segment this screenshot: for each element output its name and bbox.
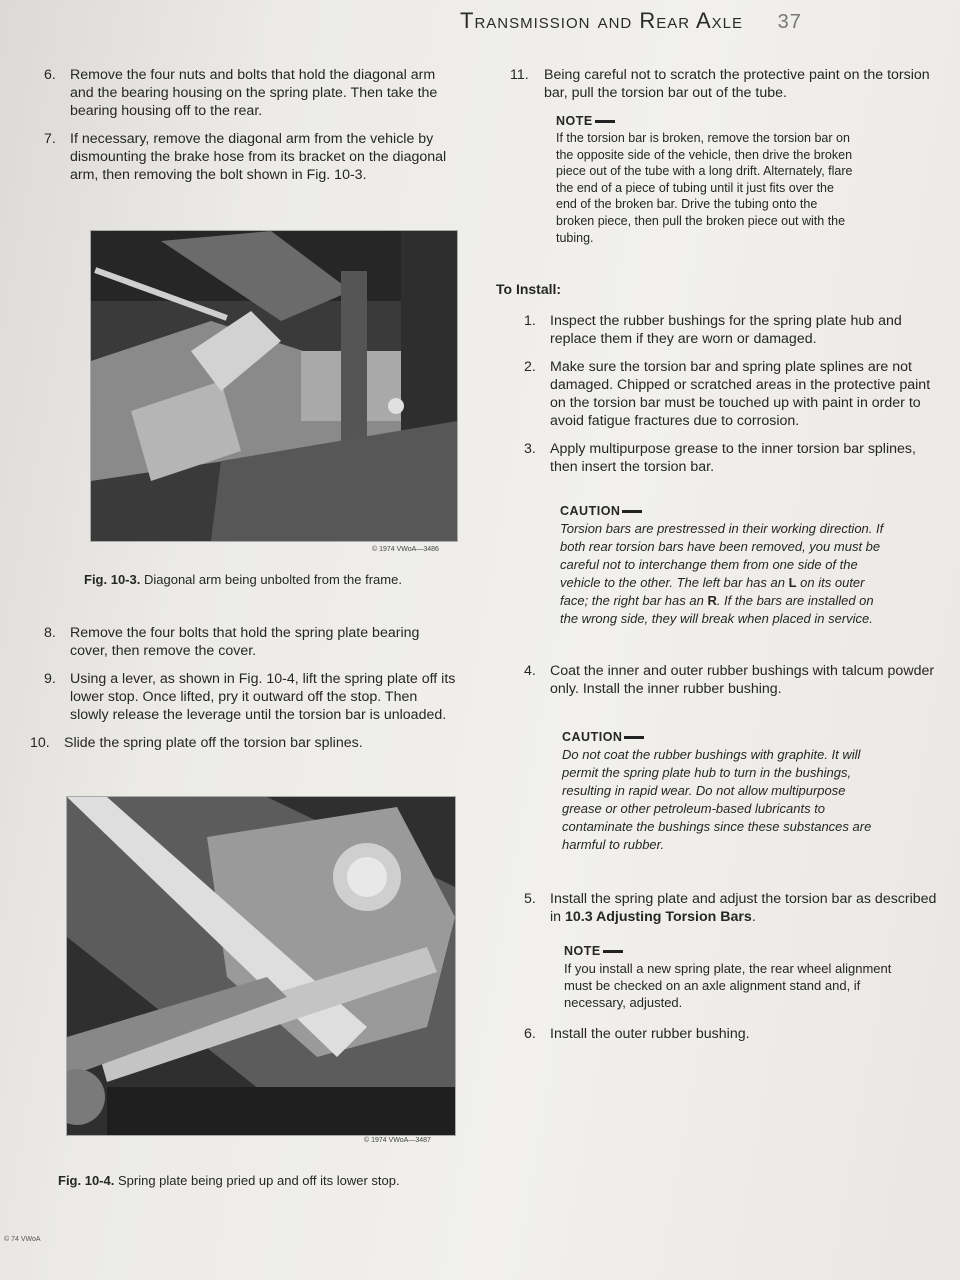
step-number: 6. <box>44 67 56 83</box>
install-step-5 <box>510 890 940 926</box>
figure-label: Fig. 10-3. <box>84 572 141 587</box>
spring-plate-photo <box>67 797 455 1135</box>
caution-box-2 <box>562 728 888 854</box>
step-7 <box>30 130 458 184</box>
step-text-part: . <box>751 909 756 926</box>
note-heading: NOTE <box>556 114 593 128</box>
step-text: Slide the spring plate off the torsion bar splines. <box>64 735 363 751</box>
right-column <box>496 66 940 1053</box>
chapter-title: Transmission and Rear Axle <box>460 8 744 33</box>
caution-heading: CAUTION <box>560 504 621 519</box>
install-step-2 <box>510 358 940 430</box>
step-text: Remove the four bolts that hold the spring plate bearing cover, then remove the cover. <box>70 625 420 659</box>
figure-10-4-photo <box>66 796 456 1136</box>
step-text: Being careful not to scratch the protective paint on the torsion bar, pull the torsion bar out of the tube. <box>544 67 930 101</box>
step-number: 10. <box>30 735 50 751</box>
caution-text: Do not coat the rubber bushings with graphite. It will permit the spring plate hub to turn in the bushings, resulting in rapid wear. Do not allow multipurpose grease or other petroleum-based lubricants to contaminate the bushings since these substances are harmful to rubber. <box>562 747 872 853</box>
caution-heading: CAUTION <box>562 730 623 745</box>
figure-10-4-credit: © 1974 VWoA—3487 <box>364 1137 431 1144</box>
caution-text-part: on its outer face; the right bar has an <box>560 575 865 609</box>
install-step-3 <box>510 440 940 476</box>
note-box-1 <box>556 112 856 246</box>
right-bar-mark: R <box>707 593 717 609</box>
step-text: Using a lever, as shown in Fig. 10-4, lift the spring plate off its lower stop. Once lifted, pry it outward off the stop. Then slowly release the leverage until the torsion bar is unloaded. <box>70 671 456 723</box>
figure-caption-text: Diagonal arm being unbolted from the frame. <box>143 572 402 587</box>
install-step-1 <box>510 312 940 348</box>
heading-rule <box>603 950 623 953</box>
step-text-part: Install the spring plate and adjust the torsion bar as described in <box>550 891 937 926</box>
caution-text <box>560 520 890 628</box>
caution-box-1 <box>560 502 890 628</box>
figure-10-3-photo <box>90 230 458 542</box>
install-step-6 <box>510 1025 940 1043</box>
caution-text-part: . If the bars are installed on the wrong side, they will break when placed in service. <box>560 593 874 627</box>
note-heading: NOTE <box>564 944 601 959</box>
heading-rule <box>624 736 644 739</box>
to-install-heading: To Install: <box>496 281 562 298</box>
step-text: Inspect the rubber bushings for the spring plate hub and replace them if they are worn or damaged. <box>550 313 902 348</box>
left-column-top <box>30 66 458 194</box>
step-number: 2. <box>524 359 536 376</box>
page-header <box>460 8 940 34</box>
heading-rule <box>595 120 615 123</box>
step-number: 3. <box>524 441 536 458</box>
step-number: 9. <box>44 671 56 687</box>
step-number: 5. <box>524 891 536 908</box>
step-10 <box>30 734 458 752</box>
figure-10-3-credit: © 1974 VWoA—3486 <box>372 546 439 553</box>
figure-10-3-caption <box>84 571 464 588</box>
step-text: Make sure the torsion bar and spring plate splines are not damaged. Chipped or scratched areas in the protective paint on the torsion bar must be touched up with paint in order to avoid fatigue fractures due to corrosion. <box>550 359 931 430</box>
step-text: If necessary, remove the diagonal arm from the vehicle by dismounting the brake hose from its bracket on the diagonal arm, then removing the bolt shown in Fig. 10-3. <box>70 131 447 183</box>
caution-text-part: Torsion bars are prestressed in their working direction. If both rear torsion bars have been removed, you must be careful not to interchange them from one side of the vehicle to the other. The left bar has an <box>560 521 884 591</box>
step-number: 11. <box>510 67 529 83</box>
step-number: 6. <box>524 1026 536 1043</box>
step-text <box>550 891 936 925</box>
figure-caption-text: Spring plate being pried up and off its lower stop. <box>117 1173 400 1188</box>
step-text: Coat the inner and outer rubber bushings with talcum powder only. Install the inner rubber bushing. <box>550 663 935 698</box>
note-text: If you install a new spring plate, the rear wheel alignment must be checked on an axle alignment stand and, if necessary, adjusted. <box>564 961 892 1011</box>
page-number: 37 <box>777 11 802 33</box>
step-text: Remove the four nuts and bolts that hold the diagonal arm and the bearing housing on the spring plate. Then take the bearing housing off to the rear. <box>70 67 438 119</box>
install-step-4 <box>510 662 940 698</box>
step-number: 8. <box>44 625 56 641</box>
step-11 <box>510 66 940 102</box>
step-text: Apply multipurpose grease to the inner torsion bar splines, then insert the torsion bar. <box>550 441 916 476</box>
footer-mark: © 74 VWoA <box>4 1236 41 1243</box>
step-9 <box>30 670 458 724</box>
step-8 <box>30 624 458 660</box>
figure-label: Fig. 10-4. <box>58 1173 115 1188</box>
note-box-2 <box>564 942 894 1011</box>
step-number: 4. <box>524 663 536 680</box>
left-bar-mark: L <box>788 575 797 591</box>
step-number: 7. <box>44 131 56 147</box>
step-text: Install the outer rubber bushing. <box>550 1026 750 1043</box>
heading-rule <box>622 510 642 513</box>
step-6 <box>30 66 458 120</box>
note-text: If the torsion bar is broken, remove the torsion bar on the opposite side of the vehicle, then drive the broken piece out of the tube with a long drift. Alternately, flare the end of a piece of tubing until it just fits over the end of the broken bar. Drive the tubing onto the broken piece, then pull the broken piece out with the tubing. <box>556 131 853 245</box>
diagonal-arm-photo <box>91 231 457 541</box>
left-column-middle <box>30 624 458 762</box>
section-reference: 10.3 Adjusting Torsion Bars <box>564 909 752 926</box>
step-number: 1. <box>524 313 536 330</box>
figure-10-4-caption <box>58 1172 458 1189</box>
